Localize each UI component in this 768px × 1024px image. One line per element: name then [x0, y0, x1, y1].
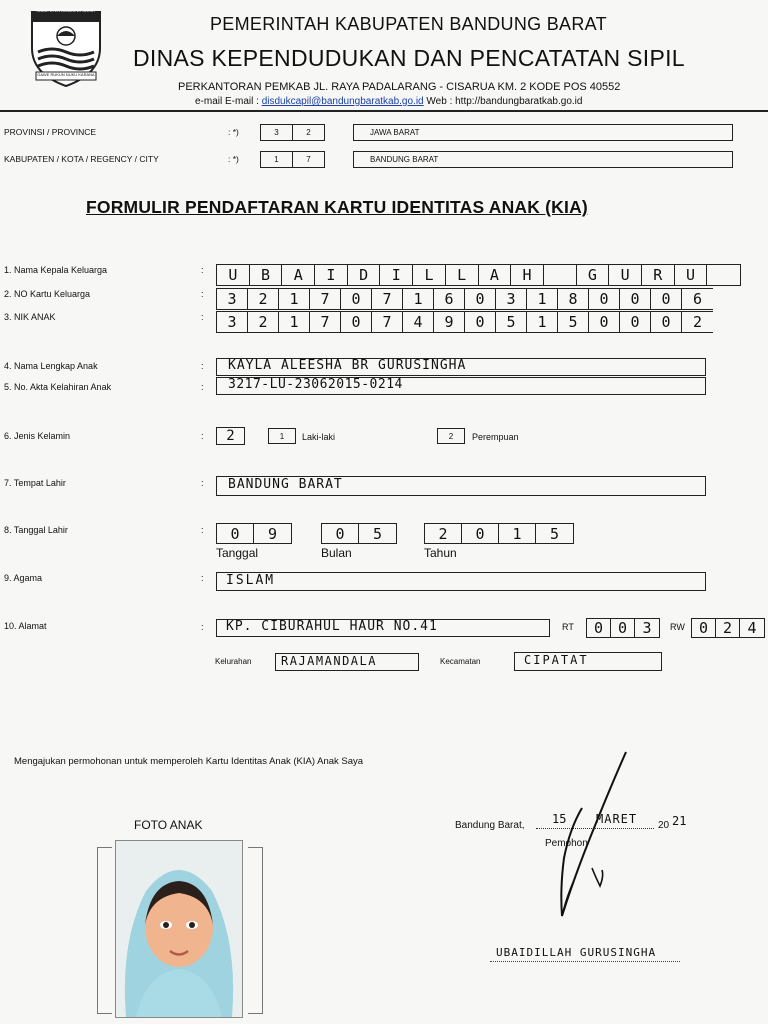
birth-month-cells — [321, 523, 397, 544]
header-agency: DINAS KEPENDUDUKAN DAN PENCATATAN SIPIL — [133, 45, 685, 71]
photo-bracket-left — [97, 847, 112, 1014]
rt-cell: 3 — [642, 619, 652, 637]
child-photo — [115, 840, 243, 1018]
statement-text: Mengajukan permohonan untuk memperoleh Kartu Identitas Anak (KIA) Anak Saya — [14, 756, 364, 767]
address-value: KP. CIBURAHUL HAUR NO.41 — [226, 619, 438, 634]
rw-cell: 4 — [747, 619, 757, 637]
field-8-label: 8. Tanggal Lahir — [4, 525, 68, 535]
field-3-cell: 0 — [589, 312, 620, 332]
field-1-cell — [544, 265, 577, 285]
field-1-colon: : — [201, 265, 204, 275]
field-6-colon: : — [201, 431, 204, 441]
field-2-cell: 7 — [310, 289, 341, 309]
province-colon: : *) — [228, 127, 239, 137]
field-9-colon: : — [201, 573, 204, 583]
kecamatan-label: Kecamatan — [440, 657, 481, 666]
photo-label: FOTO ANAK — [134, 818, 203, 832]
field-3-cell: 1 — [279, 312, 310, 332]
field-8-colon: : — [201, 525, 204, 535]
field-1-cell: H — [511, 265, 544, 285]
field-1-cell: U — [609, 265, 642, 285]
field-1-label: 1. Nama Kepala Keluarga — [4, 265, 108, 275]
field-3-cell: 0 — [465, 312, 496, 332]
rt-label: RT — [562, 622, 574, 632]
field-2-cell: 3 — [496, 289, 527, 309]
birth-year-cell: 2 — [425, 524, 462, 543]
header-contact — [195, 96, 582, 107]
regency-code-1: 1 — [260, 151, 293, 168]
field-2-cell: 6 — [692, 290, 703, 308]
gender-option-1-code: 1 — [268, 428, 296, 444]
gender-option-2-code: 2 — [437, 428, 465, 444]
gender-option-1-label: Laki-laki — [302, 432, 336, 442]
field-1-cell: D — [348, 265, 381, 285]
field-3-cell: 1 — [527, 312, 558, 332]
field-3-colon: : — [201, 312, 204, 322]
field-1-cells — [216, 264, 741, 286]
field-3-cells — [216, 311, 713, 333]
field-3-cell: 3 — [217, 312, 248, 332]
regency-colon: : *) — [228, 154, 239, 164]
birth-day-cell: 9 — [267, 524, 278, 543]
field-1-cell: L — [413, 265, 446, 285]
field-1-cell: A — [479, 265, 512, 285]
field-1-cell: I — [315, 265, 348, 285]
field-2-cell: 0 — [341, 289, 372, 309]
field-3-cell: 9 — [434, 312, 465, 332]
field-3-cell: 0 — [651, 312, 682, 332]
web-text: Web : http://bandungbaratkab.go.id — [423, 96, 583, 107]
rw-label: RW — [670, 622, 685, 632]
field-3-cell: 5 — [558, 312, 589, 332]
field-3-cell: 2 — [248, 312, 279, 332]
date-year-prefix: 20 — [658, 820, 670, 831]
regency-name — [353, 151, 733, 168]
photo-bracket-right — [248, 847, 263, 1014]
regency-label: KABUPATEN / KOTA / REGENCY / CITY — [4, 154, 159, 164]
birth-year-label: Tahun — [424, 546, 457, 560]
handwritten-signature — [540, 748, 640, 923]
logo-motto: GAWE RUKUN NUKU KARANA — [37, 72, 95, 77]
field-2-cell: 0 — [465, 289, 496, 309]
field-2-colon: : — [201, 289, 204, 299]
email-link[interactable]: disdukcapil@bandungbaratkab.go.id — [261, 96, 424, 107]
field-2-cell: 0 — [620, 289, 651, 309]
province-code-1: 3 — [260, 124, 293, 141]
date-day: 15 — [552, 812, 567, 826]
province-code-2: 2 — [292, 124, 325, 141]
form-title: FORMULIR PENDAFTARAN KARTU IDENTITAS ANAK (KIA) — [86, 197, 588, 217]
rt-cell: 0 — [587, 619, 611, 637]
kelurahan-value: RAJAMANDALA — [281, 654, 377, 668]
gender-value-box: 2 — [216, 427, 245, 445]
rw-cell: 2 — [716, 619, 740, 637]
field-1-cell: A — [282, 265, 315, 285]
field-2-cell: 0 — [589, 289, 620, 309]
applicant-name: UBAIDILLAH GURUSINGHA — [496, 946, 657, 959]
kelurahan-label: Kelurahan — [215, 657, 252, 666]
field-3-cell: 2 — [692, 313, 703, 331]
province-name-text: JAWA BARAT — [370, 128, 420, 137]
birth-year-cells — [424, 523, 574, 544]
field-7-value: BANDUNG BARAT — [228, 477, 343, 492]
kecamatan-value: CIPATAT — [524, 653, 589, 667]
field-4-label: 4. Nama Lengkap Anak — [4, 361, 98, 371]
field-3-cell: 0 — [341, 312, 372, 332]
field-2-cell: 1 — [527, 289, 558, 309]
field-1-cell: L — [446, 265, 479, 285]
birth-month-label: Bulan — [321, 546, 352, 560]
birth-year-cell: 0 — [462, 524, 499, 543]
province-name — [353, 124, 733, 141]
field-9-box — [216, 572, 706, 591]
birth-month-cell: 5 — [372, 524, 383, 543]
field-1-cell: B — [250, 265, 283, 285]
field-1-cell: R — [642, 265, 675, 285]
field-2-cells — [216, 288, 713, 310]
field-5-label: 5. No. Akta Kelahiran Anak — [4, 382, 112, 392]
field-2-label: 2. NO Kartu Keluarga — [4, 289, 91, 299]
header-divider — [0, 110, 768, 112]
field-3-cell: 7 — [372, 312, 403, 332]
province-label: PROVINSI / PROVINCE — [4, 127, 97, 137]
rt-cells — [586, 618, 660, 638]
birth-day-label: Tanggal — [216, 546, 259, 560]
field-1-cell: U — [675, 265, 708, 285]
field-3-cell: 0 — [620, 312, 651, 332]
field-10-colon: : — [201, 622, 204, 632]
field-3-label: 3. NIK ANAK — [4, 312, 56, 322]
header-address: PERKANTORAN PEMKAB JL. RAYA PADALARANG - CISARUA KM. 2 KODE POS 40552 — [178, 81, 621, 93]
logo-top-text: KABUPATEN BANDUNG BARAT — [36, 8, 96, 13]
field-3-cell: 5 — [496, 312, 527, 332]
field-7-label: 7. Tempat Lahir — [4, 478, 66, 488]
field-1-cell — [707, 265, 740, 285]
regency-name-text: BANDUNG BARAT — [370, 155, 439, 164]
place-label: Bandung Barat, — [455, 820, 525, 831]
field-6-label: 6. Jenis Kelamin — [4, 431, 71, 441]
regency-code-2: 7 — [292, 151, 325, 168]
field-10-label: 10. Alamat — [4, 621, 47, 631]
field-4-value: KAYLA ALEESHA BR GURUSINGHA — [228, 358, 467, 373]
date-year-suffix: 21 — [672, 814, 687, 828]
gender-option-2-label: Perempuan — [472, 432, 519, 442]
field-5-colon: : — [201, 382, 204, 392]
field-2-cell: 7 — [372, 289, 403, 309]
field-2-cell: 8 — [558, 289, 589, 309]
rw-cells — [691, 618, 765, 638]
field-3-cell: 4 — [403, 312, 434, 332]
header-government: PEMERINTAH KABUPATEN BANDUNG BARAT — [210, 14, 607, 34]
field-5-value: 3217-LU-23062015-0214 — [228, 377, 403, 392]
birth-year-cell: 1 — [499, 524, 536, 543]
field-2-cell: 2 — [248, 289, 279, 309]
applicant-label: Pemohon — [545, 838, 588, 849]
email-prefix: e-mail E-mail : — [195, 96, 262, 107]
birth-month-cell: 0 — [322, 524, 359, 543]
field-4-colon: : — [201, 361, 204, 371]
birth-day-cell: 0 — [217, 524, 254, 543]
field-2-cell: 0 — [651, 289, 682, 309]
field-1-cell: I — [380, 265, 413, 285]
birth-day-cells — [216, 523, 292, 544]
rw-cell: 0 — [692, 619, 716, 637]
date-month: MARET — [596, 812, 638, 826]
field-1-cell: G — [577, 265, 610, 285]
rt-cell: 0 — [611, 619, 635, 637]
field-9-label: 9. Agama — [4, 573, 43, 583]
field-3-cell: 7 — [310, 312, 341, 332]
field-2-cell: 3 — [217, 289, 248, 309]
field-2-cell: 6 — [434, 289, 465, 309]
field-9-value: ISLAM — [226, 573, 276, 588]
field-7-colon: : — [201, 478, 204, 488]
birth-year-cell: 5 — [549, 524, 560, 543]
field-2-cell: 1 — [279, 289, 310, 309]
field-2-cell: 1 — [403, 289, 434, 309]
signature-dots — [490, 961, 680, 962]
field-1-cell: U — [217, 265, 250, 285]
